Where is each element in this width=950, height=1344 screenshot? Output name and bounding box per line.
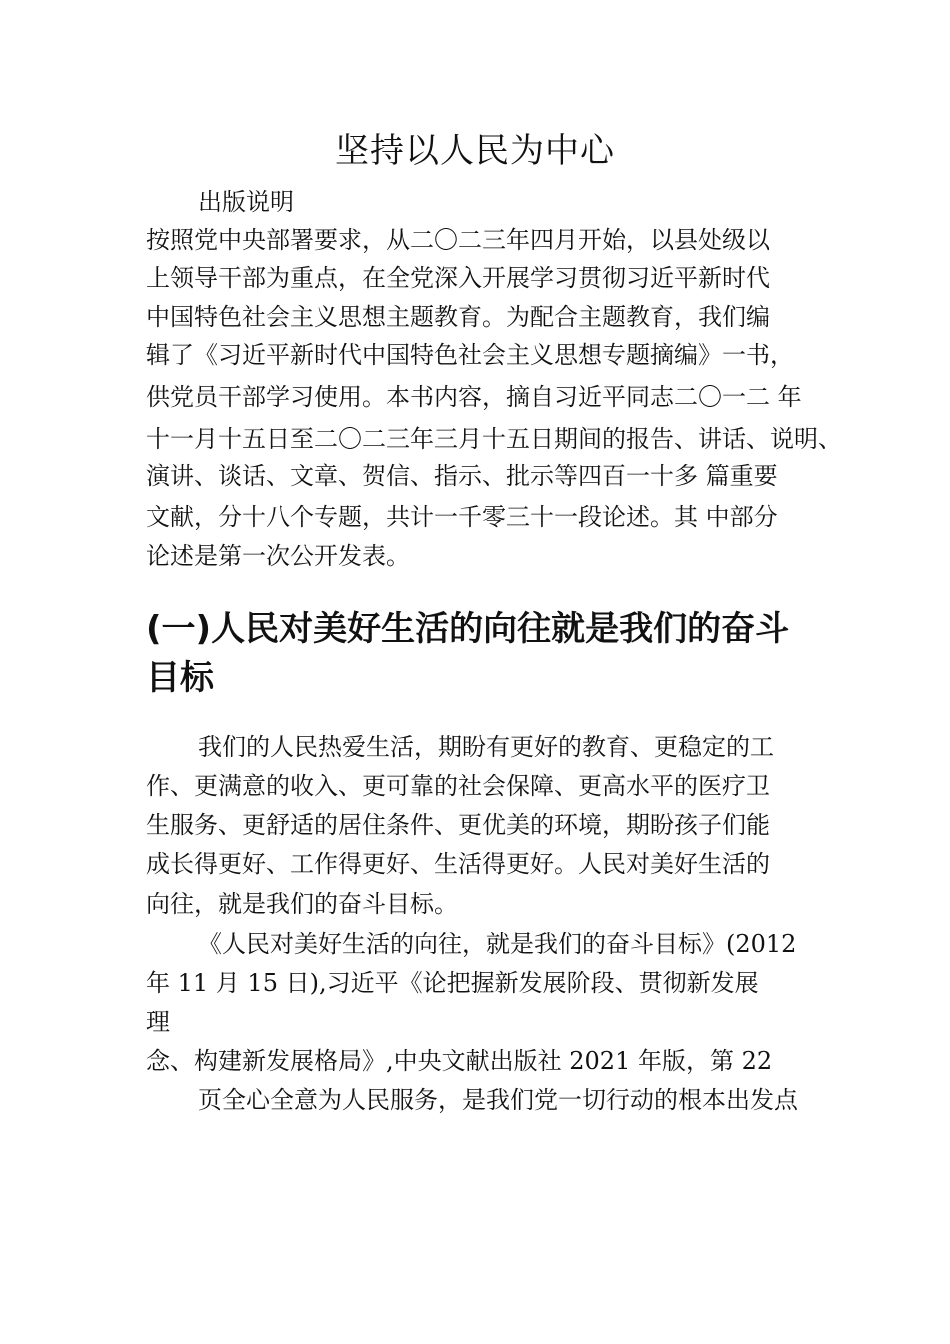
- body-line: 我们的人民热爱生活，期盼有更好的教育、更稳定的工: [198, 733, 774, 761]
- citation-line: 《人民对美好生活的向往，就是我们的奋斗目标》(2012: [198, 930, 797, 958]
- intro-line: 上领导干部为重点，在全党深入开展学习贯彻习近平新时代: [146, 264, 770, 292]
- document-title: 坚持以人民为中心: [335, 131, 615, 171]
- intro-line: 中国特色社会主义思想主题教育。为配合主题教育，我们编: [146, 303, 770, 331]
- body-line: 页全心全意为人民服务，是我们党一切行动的根本出发点: [198, 1086, 798, 1114]
- intro-line: 文献，分十八个专题，共计一千零三十一段论述。其 中部分: [146, 503, 778, 531]
- intro-line: 供党员干部学习使用。本书内容，摘自习近平同志二〇一二 年: [146, 383, 802, 411]
- section-heading-line: 目标: [146, 658, 214, 698]
- body-line: 生服务、更舒适的居住条件、更优美的环境，期盼孩子们能: [146, 811, 770, 839]
- body-line: 成长得更好、工作得更好、生活得更好。人民对美好生活的: [146, 850, 770, 878]
- intro-line: 按照党中央部署要求，从二〇二三年四月开始，以县处级以: [146, 226, 770, 254]
- citation-line: 念、构建新发展格局》,中央文献出版社 2021 年版，第 22: [146, 1047, 773, 1075]
- body-line: 作、更满意的收入、更可靠的社会保障、更高水平的医疗卫: [146, 772, 770, 800]
- intro-line: 辑了《习近平新时代中国特色社会主义思想专题摘编》一书，: [146, 341, 794, 369]
- section-heading-line: (一)人民对美好生活的向往就是我们的奋斗: [146, 609, 790, 649]
- intro-line: 论述是第一次公开发表。: [146, 542, 410, 570]
- publication-note-heading: 出版说明: [198, 188, 294, 216]
- citation-line: 年 11 月 15 日),习近平《论把握新发展阶段、贯彻新发展: [146, 969, 759, 997]
- body-line: 向往，就是我们的奋斗目标。: [146, 890, 458, 918]
- citation-line: 理: [146, 1008, 170, 1036]
- intro-line: 演讲、谈话、文章、贺信、指示、批示等四百一十多 篇重要: [146, 462, 778, 490]
- intro-line: 十一月十五日至二〇二三年三月十五日期间的报告、讲话、说明、: [146, 425, 842, 453]
